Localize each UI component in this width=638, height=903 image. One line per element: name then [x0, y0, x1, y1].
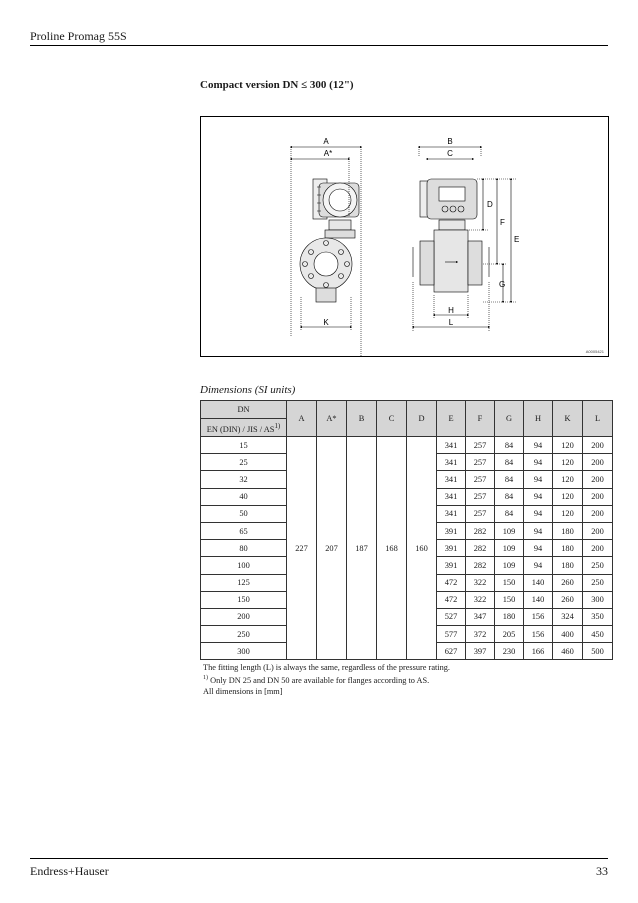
cell-h: 94 — [524, 505, 553, 522]
cell-g: 84 — [495, 454, 524, 471]
cell-l: 200 — [583, 454, 613, 471]
footnote-fitting-length: The fitting length (L) is always the same, regardless of the pressure rating. — [203, 663, 450, 672]
footer-brand: Endress+Hauser — [30, 864, 109, 878]
cell-g: 150 — [495, 574, 524, 591]
cell-e: 391 — [437, 522, 466, 539]
table-caption: Dimensions (SI units) — [200, 384, 296, 396]
cell-l: 200 — [583, 488, 613, 505]
cell-k: 120 — [553, 471, 583, 488]
cell-e: 627 — [437, 643, 466, 660]
cell-dn: 80 — [201, 540, 287, 557]
dimension-drawing-svg — [201, 117, 610, 358]
label-A: A — [323, 137, 329, 146]
col-header-k: K — [553, 401, 583, 437]
footnote-ref: 1) — [203, 675, 208, 681]
label-H: H — [448, 306, 454, 315]
cell-h: 94 — [524, 437, 553, 454]
cell-merged-d: 160 — [407, 437, 437, 660]
dimensions-table — [200, 400, 613, 660]
cell-l: 500 — [583, 643, 613, 660]
cell-k: 180 — [553, 557, 583, 574]
figure-code: A0005421 — [585, 349, 604, 354]
cell-f: 257 — [466, 488, 495, 505]
col-subheader-standard — [201, 419, 287, 437]
cell-f: 282 — [466, 540, 495, 557]
label-G: G — [499, 280, 506, 289]
cell-h: 94 — [524, 471, 553, 488]
col-header-h: H — [524, 401, 553, 437]
cell-f: 397 — [466, 643, 495, 660]
cell-dn: 100 — [201, 557, 287, 574]
cell-merged-b: 187 — [347, 437, 377, 660]
cell-e: 527 — [437, 608, 466, 625]
cell-k: 120 — [553, 437, 583, 454]
cell-dn: 32 — [201, 471, 287, 488]
cell-f: 347 — [466, 608, 495, 625]
cell-l: 300 — [583, 591, 613, 608]
cell-dn: 150 — [201, 591, 287, 608]
cell-h: 94 — [524, 540, 553, 557]
cell-l: 200 — [583, 437, 613, 454]
table-body — [201, 437, 613, 660]
section-title: Compact version DN ≤ 300 (12") — [200, 79, 354, 91]
footnote-as-flanges — [203, 673, 450, 686]
col-header-l: L — [583, 401, 613, 437]
cell-g: 109 — [495, 557, 524, 574]
cell-k: 260 — [553, 574, 583, 591]
cell-dn: 50 — [201, 505, 287, 522]
cell-g: 180 — [495, 608, 524, 625]
label-L: L — [448, 318, 454, 327]
col-header-b: B — [347, 401, 377, 437]
table-footnotes — [203, 662, 450, 697]
cell-h: 94 — [524, 488, 553, 505]
cell-dn: 25 — [201, 454, 287, 471]
cell-g: 230 — [495, 643, 524, 660]
col-header-f: F — [466, 401, 495, 437]
label-E: E — [514, 235, 520, 244]
cell-g: 84 — [495, 505, 524, 522]
cell-k: 180 — [553, 522, 583, 539]
label-B: B — [447, 137, 453, 146]
cell-g: 205 — [495, 626, 524, 643]
label-D: D — [487, 200, 493, 209]
cell-k: 460 — [553, 643, 583, 660]
footnote-units: All dimensions in [mm] — [203, 686, 283, 696]
col-header-a-star: A* — [317, 401, 347, 437]
cell-k: 260 — [553, 591, 583, 608]
cell-h: 140 — [524, 574, 553, 591]
dimension-drawing — [200, 116, 609, 357]
page-number: 33 — [596, 864, 608, 878]
cell-g: 84 — [495, 471, 524, 488]
cell-e: 472 — [437, 591, 466, 608]
cell-k: 400 — [553, 626, 583, 643]
cell-h: 94 — [524, 522, 553, 539]
cell-e: 341 — [437, 488, 466, 505]
label-C: C — [447, 149, 453, 158]
cell-l: 200 — [583, 505, 613, 522]
cell-k: 324 — [553, 608, 583, 625]
col-header-c: C — [377, 401, 407, 437]
running-header-title: Proline Promag 55S — [30, 29, 127, 43]
cell-f: 322 — [466, 574, 495, 591]
cell-g: 150 — [495, 591, 524, 608]
cell-e: 341 — [437, 454, 466, 471]
cell-l: 250 — [583, 557, 613, 574]
cell-e: 341 — [437, 437, 466, 454]
cell-g: 84 — [495, 437, 524, 454]
cell-h: 166 — [524, 643, 553, 660]
col-header-d: D — [407, 401, 437, 437]
col-header-e: E — [437, 401, 466, 437]
col-header-dn: DN — [201, 401, 287, 419]
cell-h: 156 — [524, 608, 553, 625]
label-A-star: A* — [323, 149, 333, 158]
cell-f: 257 — [466, 505, 495, 522]
cell-g: 109 — [495, 540, 524, 557]
header-rule — [30, 45, 608, 46]
label-K: K — [323, 318, 329, 327]
cell-e: 391 — [437, 540, 466, 557]
cell-g: 109 — [495, 522, 524, 539]
cell-dn: 250 — [201, 626, 287, 643]
cell-e: 577 — [437, 626, 466, 643]
cell-f: 322 — [466, 591, 495, 608]
cell-h: 94 — [524, 454, 553, 471]
table-row — [201, 437, 613, 454]
cell-dn: 65 — [201, 522, 287, 539]
col-header-g: G — [495, 401, 524, 437]
cell-f: 282 — [466, 557, 495, 574]
cell-k: 120 — [553, 488, 583, 505]
cell-h: 140 — [524, 591, 553, 608]
cell-l: 450 — [583, 626, 613, 643]
cell-dn: 200 — [201, 608, 287, 625]
cell-h: 94 — [524, 557, 553, 574]
cell-dn: 125 — [201, 574, 287, 591]
cell-g: 84 — [495, 488, 524, 505]
subheader-footnote-ref: 1) — [274, 421, 281, 430]
cell-dn: 40 — [201, 488, 287, 505]
cell-f: 282 — [466, 522, 495, 539]
cell-e: 472 — [437, 574, 466, 591]
label-F: F — [500, 218, 505, 227]
subheader-text: EN (DIN) / JIS / AS — [206, 424, 275, 434]
cell-merged-c: 168 — [377, 437, 407, 660]
cell-f: 257 — [466, 454, 495, 471]
cell-e: 391 — [437, 557, 466, 574]
cell-dn: 300 — [201, 643, 287, 660]
cell-l: 200 — [583, 471, 613, 488]
col-header-a: A — [287, 401, 317, 437]
cell-e: 341 — [437, 505, 466, 522]
footer-rule — [30, 858, 608, 859]
cell-f: 257 — [466, 471, 495, 488]
cell-l: 200 — [583, 540, 613, 557]
cell-f: 257 — [466, 437, 495, 454]
cell-l: 350 — [583, 608, 613, 625]
cell-f: 372 — [466, 626, 495, 643]
cell-h: 156 — [524, 626, 553, 643]
cell-merged-a: 227 — [287, 437, 317, 660]
cell-dn: 15 — [201, 437, 287, 454]
cell-k: 120 — [553, 505, 583, 522]
cell-k: 120 — [553, 454, 583, 471]
cell-k: 180 — [553, 540, 583, 557]
cell-e: 341 — [437, 471, 466, 488]
cell-l: 200 — [583, 522, 613, 539]
cell-l: 250 — [583, 574, 613, 591]
cell-merged-a-star: 207 — [317, 437, 347, 660]
footnote-as-text: Only DN 25 and DN 50 are available for flanges according to AS. — [208, 675, 430, 685]
